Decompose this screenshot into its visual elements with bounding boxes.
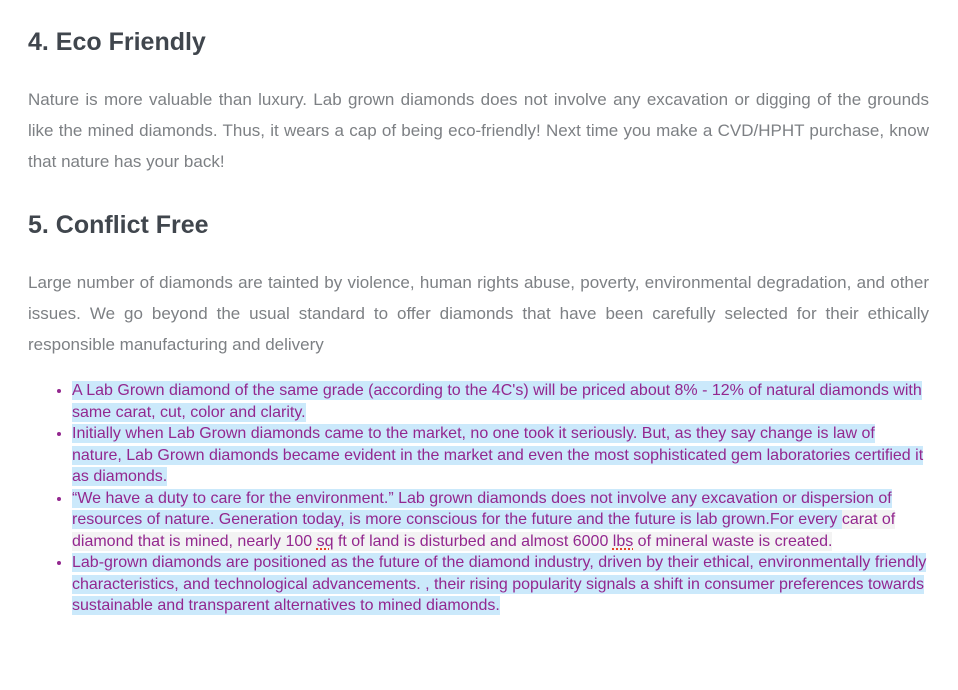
text-segment: of mineral waste is created. bbox=[633, 532, 833, 550]
text-segment: ft of land is disturbed and almost 6000 bbox=[333, 532, 613, 550]
text-segment: Initially when Lab Grown diamonds came to the market, no one took it seriously. But, as they say change is law of nature, Lab Grown diamonds became evident in the market and even the most sophisticated gem laboratories certified it as diamonds. bbox=[72, 425, 924, 485]
list-item bbox=[72, 488, 929, 553]
list-item bbox=[72, 423, 929, 488]
highlighted-bullet-list bbox=[28, 380, 929, 617]
text-segment: “We have a duty to care for the environment.” Lab grown diamonds does not involve any excavation or dispersion of resources of nature. Generation today, is more conscious for the future and the future is lab grown.For every bbox=[72, 489, 892, 528]
list-item bbox=[72, 552, 929, 617]
section-heading-eco-friendly: 4. Eco Friendly bbox=[28, 28, 206, 56]
list-item bbox=[72, 380, 929, 423]
text-segment: carat of diamond that is mined, nearly 100 bbox=[72, 511, 896, 550]
paragraph-eco-friendly: Nature is more valuable than luxury. Lab grown diamonds does not involve any excavation or digging of the grounds like the mined diamonds. Thus, it wears a cap of being eco-friendly! Next time you make a CVD/HPHT purchase, know that nature has your back! bbox=[28, 90, 929, 171]
misspelled-word: lbs bbox=[612, 532, 634, 550]
text-segment: A Lab Grown diamond of the same grade (according to the 4C's) will be priced about 8% - 12% of natural diamonds with same carat, cut, color and clarity. bbox=[72, 382, 922, 421]
paragraph-conflict-free: Large number of diamonds are tainted by violence, human rights abuse, poverty, environmental degradation, and other issues. We go beyond the usual standard to offer diamonds that have been carefully selected for their ethically responsible manufacturing and delivery bbox=[28, 273, 929, 354]
misspelled-word: sq bbox=[316, 532, 334, 550]
section-heading-conflict-free: 5. Conflict Free bbox=[28, 211, 209, 239]
text-segment: Lab-grown diamonds are positioned as the future of the diamond industry, driven by their ethical, environmentally friendly characteristics, and technological advancements. , their rising popularity signals a shift in consumer preferences towards sustainable and transparent alternatives to mined diamonds. bbox=[72, 554, 927, 614]
